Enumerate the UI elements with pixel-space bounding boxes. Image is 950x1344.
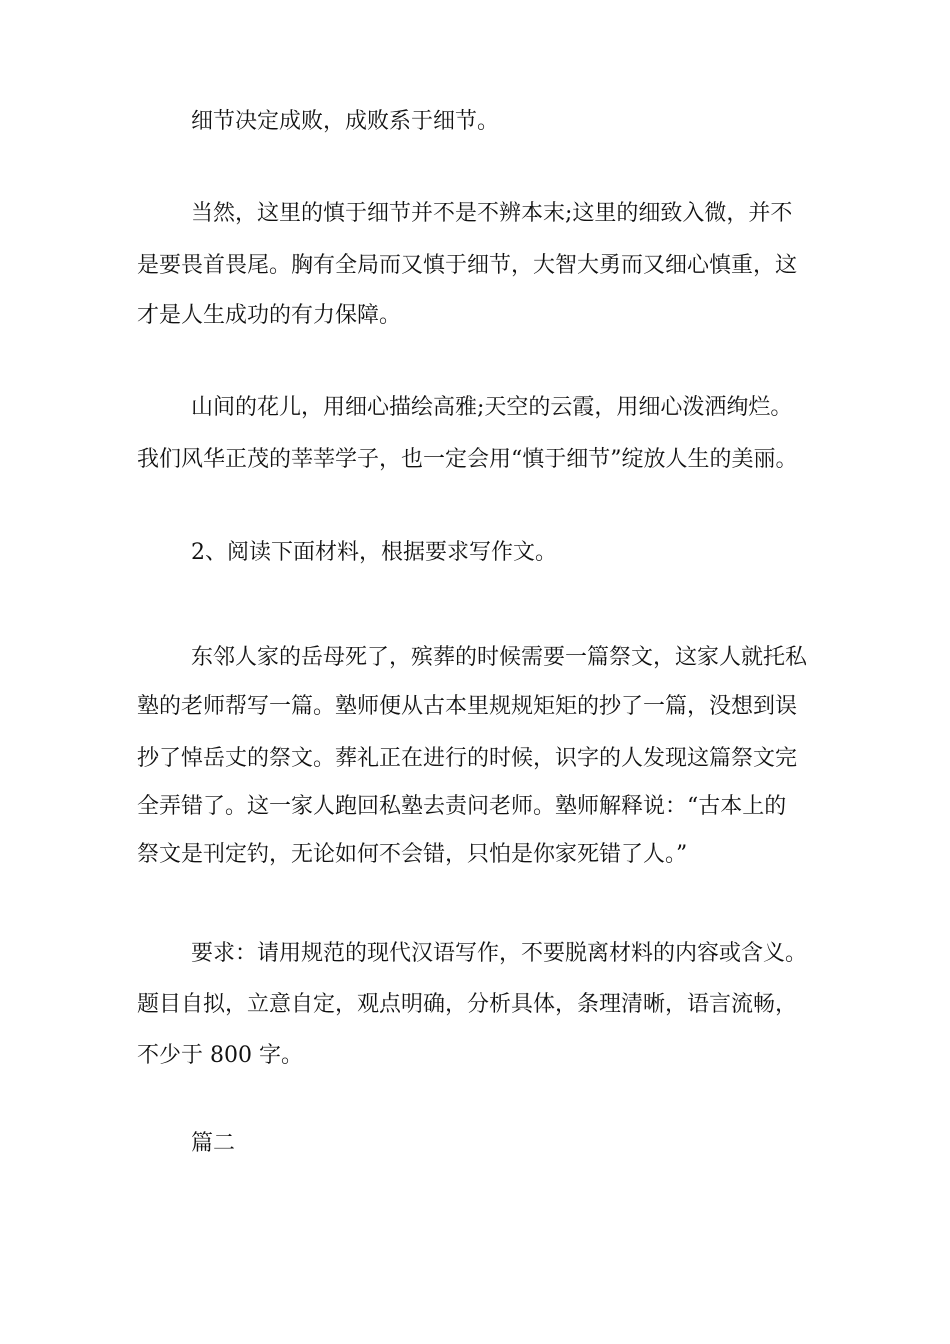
paragraph-6-line-2: 题目自拟，立意自定，观点明确，分析具体，条理清晰，语言流畅，	[137, 992, 798, 1017]
paragraph-5-line-4: 全弄错了。这一家人跑回私塾去责问老师。塾师解释说：“古本上的	[137, 794, 787, 819]
paragraph-5-line-3: 抄了悼岳丈的祭文。葬礼正在进行的时候，识字的人发现这篇祭文完	[137, 746, 798, 771]
paragraph-2-line-3: 才是人生成功的有力保障。	[137, 303, 402, 328]
paragraph-2-line-2: 是要畏首畏尾。胸有全局而又慎于细节，大智大勇而又细心慎重，这	[137, 253, 798, 278]
section-heading: 篇二	[191, 1131, 236, 1156]
paragraph-6-line-3: 不少于 800 字。	[137, 1043, 303, 1068]
paragraph-5-line-2: 塾的老师帮写一篇。塾师便从古本里规规矩矩的抄了一篇，没想到误	[137, 694, 798, 719]
paragraph-3-line-2: 我们风华正茂的莘莘学子，也一定会用“慎于细节”绽放人生的美丽。	[137, 447, 798, 472]
paragraph-5-line-5: 祭文是刊定钓，无论如何不会错，只怕是你家死错了人。”	[137, 842, 688, 867]
paragraph-1-line-1: 细节决定成败，成败系于细节。	[191, 109, 500, 134]
paragraph-3-line-1: 山间的花儿，用细心描绘高雅;天空的云霞，用细心泼洒绚烂。	[191, 395, 793, 420]
paragraph-4-line-1: 2、阅读下面材料，根据要求写作文。	[191, 540, 557, 565]
paragraph-2-line-1: 当然，这里的慎于细节并不是不辨本末;这里的细致入微，并不	[191, 201, 793, 226]
paragraph-6-line-1: 要求：请用规范的现代汉语写作，不要脱离材料的内容或含义。	[191, 941, 808, 966]
paragraph-5-line-1: 东邻人家的岳母死了，殡葬的时候需要一篇祭文，这家人就托私	[191, 645, 808, 670]
